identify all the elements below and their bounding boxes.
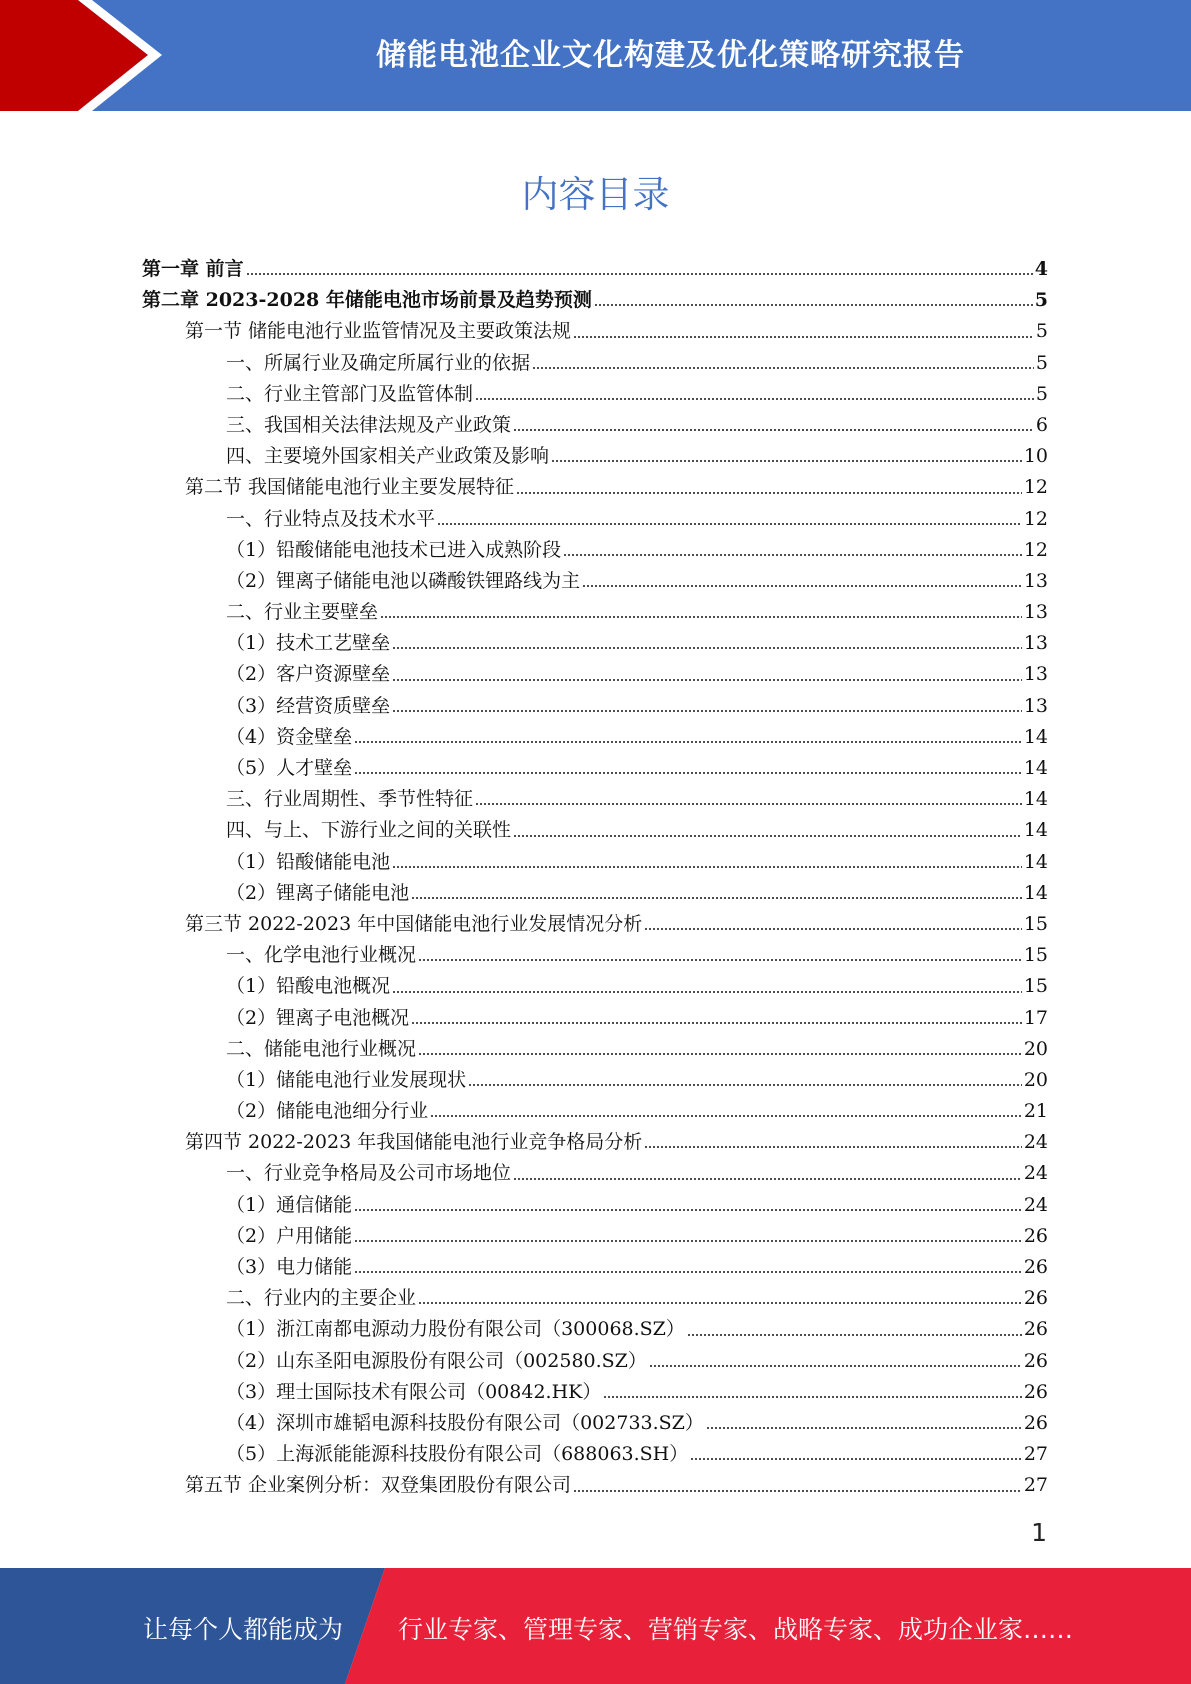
toc-dot-leader	[603, 1393, 1021, 1399]
toc-entry[interactable]	[142, 971, 1048, 1002]
toc-entry[interactable]	[142, 1283, 1048, 1314]
toc-heading: 内容目录	[521, 173, 670, 216]
toc-entry-label: （3）经营资质壁垒	[226, 694, 391, 717]
toc-dot-leader	[411, 894, 1022, 900]
toc-entry[interactable]	[142, 1377, 1048, 1408]
toc-entry[interactable]	[142, 1127, 1048, 1158]
toc-entry[interactable]	[142, 878, 1048, 909]
toc-entry-page: 5	[1035, 320, 1048, 343]
toc-entry-label: （1）铅酸储能电池技术已进入成熟阶段	[226, 538, 562, 561]
toc-dot-leader	[354, 769, 1022, 775]
toc-entry-page: 26	[1023, 1287, 1048, 1310]
toc-dot-leader	[430, 1112, 1022, 1118]
page-header	[0, 0, 1191, 111]
toc-entry-page: 26	[1023, 1224, 1048, 1247]
toc-dot-leader	[392, 644, 1022, 650]
toc-entry-label: （2）山东圣阳电源股份有限公司（002580.SZ）	[226, 1349, 647, 1372]
toc-entry[interactable]	[142, 722, 1048, 753]
toc-dot-leader	[513, 426, 1034, 432]
toc-entry-page: 12	[1023, 476, 1048, 499]
toc-entry-label: 第五节 企业案例分析：双登集团股份有限公司	[185, 1474, 572, 1497]
toc-entry-label: 二、行业主要壁垒	[226, 601, 379, 624]
toc-dot-leader	[392, 988, 1022, 994]
toc-dot-leader	[392, 676, 1022, 682]
toc-entry[interactable]	[142, 909, 1048, 940]
toc-entry[interactable]	[142, 847, 1048, 878]
toc-dot-leader	[246, 270, 1033, 276]
toc-dot-leader	[354, 1237, 1022, 1243]
toc-entry-page: 24	[1023, 1193, 1048, 1216]
toc-entry[interactable]	[142, 628, 1048, 659]
toc-entry-page: 26	[1023, 1256, 1048, 1278]
toc-entry-page: 14	[1023, 881, 1048, 904]
toc-dot-leader	[354, 738, 1022, 744]
toc-dot-leader	[687, 1331, 1022, 1337]
toc-entry[interactable]	[142, 1034, 1048, 1065]
toc-entry-label: 一、所属行业及确定所属行业的依据	[226, 351, 531, 374]
toc-entry[interactable]	[142, 535, 1048, 566]
toc-entry[interactable]	[142, 316, 1048, 347]
toc-dot-leader	[418, 956, 1022, 962]
toc-entry[interactable]	[142, 1346, 1048, 1377]
toc-entry[interactable]	[142, 566, 1048, 597]
toc-dot-leader	[392, 707, 1022, 713]
toc-entry-label: 第四节 2022-2023 年我国储能电池行业竞争格局分析	[185, 1131, 643, 1154]
toc-dot-leader	[551, 457, 1022, 463]
toc-entry-page: 26	[1023, 1380, 1048, 1403]
toc-dot-leader	[532, 364, 1034, 370]
toc-dot-leader	[649, 1362, 1022, 1368]
toc-dot-leader	[573, 333, 1034, 339]
toc-entry[interactable]	[142, 472, 1048, 503]
toc-entry[interactable]	[142, 1096, 1048, 1127]
toc-entry-label: （2）户用储能	[226, 1224, 353, 1247]
toc-entry-label: 一、行业竞争格局及公司市场地位	[226, 1162, 512, 1185]
toc-entry[interactable]	[142, 504, 1048, 535]
toc-dot-leader	[582, 582, 1022, 588]
toc-dot-leader	[513, 832, 1022, 838]
toc-entry-page: 14	[1023, 850, 1048, 873]
toc-entry-label: 第三节 2022-2023 年中国储能电池行业发展情况分析	[185, 912, 643, 935]
toc-entry-label: （4）深圳市雄韬电源科技股份有限公司（002733.SZ）	[226, 1411, 704, 1434]
toc-entry-page: 26	[1023, 1411, 1048, 1434]
toc-entry-label: （1）技术工艺壁垒	[226, 632, 391, 655]
table-of-contents	[142, 254, 1048, 1502]
toc-dot-leader	[468, 1081, 1022, 1087]
toc-entry[interactable]	[142, 784, 1048, 815]
toc-entry[interactable]	[142, 815, 1048, 846]
toc-entry-label: 四、主要境外国家相关产业政策及影响	[226, 445, 550, 468]
toc-entry[interactable]	[142, 1003, 1048, 1034]
toc-entry-label: （1）通信储能	[226, 1193, 353, 1216]
toc-dot-leader	[516, 489, 1022, 495]
toc-entry-page: 14	[1023, 757, 1048, 779]
toc-dot-leader	[513, 1175, 1022, 1181]
toc-entry-page: 12	[1023, 507, 1048, 530]
toc-entry[interactable]	[142, 753, 1048, 784]
toc-entry-page: 15	[1023, 944, 1048, 967]
toc-entry[interactable]	[142, 410, 1048, 441]
toc-entry-label: 三、我国相关法律法规及产业政策	[226, 413, 512, 436]
toc-entry-label: 一、化学电池行业概况	[226, 944, 417, 967]
toc-entry-label: （3）理士国际技术有限公司（00842.HK）	[226, 1380, 602, 1403]
toc-entry-page: 26	[1023, 1318, 1048, 1341]
toc-entry-label: （2）锂离子储能电池	[226, 881, 410, 904]
toc-entry-label: 二、储能电池行业概况	[226, 1037, 417, 1060]
toc-entry-page: 12	[1023, 538, 1048, 561]
toc-entry-page: 5	[1035, 382, 1048, 405]
toc-entry-label: 四、与上、下游行业之间的关联性	[226, 819, 512, 842]
toc-dot-leader	[594, 301, 1033, 307]
toc-entry[interactable]	[142, 285, 1048, 316]
toc-entry-label: （1）储能电池行业发展现状	[226, 1068, 467, 1091]
toc-entry-label: （2）锂离子电池概况	[226, 1006, 410, 1029]
toc-entry[interactable]	[142, 1408, 1048, 1439]
toc-dot-leader	[563, 551, 1022, 557]
toc-entry-label: 二、行业主管部门及监管体制	[226, 382, 474, 405]
toc-entry-label: 一、行业特点及技术水平	[226, 507, 436, 530]
toc-entry-label: 第一节 储能电池行业监管情况及主要政策法规	[185, 320, 572, 343]
toc-entry-page: 21	[1023, 1100, 1048, 1123]
toc-entry-page: 14	[1023, 788, 1048, 811]
page-footer	[0, 1568, 1191, 1684]
toc-entry-page: 13	[1023, 601, 1048, 624]
toc-entry[interactable]	[142, 659, 1048, 690]
toc-entry-label: 第一章 前言	[142, 258, 244, 280]
toc-entry-label: 三、行业周期性、季节性特征	[226, 788, 474, 811]
toc-entry-page: 5	[1035, 351, 1048, 374]
toc-dot-leader	[354, 1206, 1022, 1212]
page-number: 1	[1031, 1518, 1047, 1547]
toc-entry[interactable]	[142, 379, 1048, 410]
toc-entry[interactable]	[142, 1252, 1048, 1283]
report-title: 储能电池企业文化构建及优化策略研究报告	[376, 38, 965, 73]
toc-entry-label: （1）铅酸储能电池	[226, 850, 391, 873]
toc-entry-page: 6	[1035, 413, 1048, 436]
toc-entry-label: （5）人才壁垒	[226, 757, 353, 779]
toc-entry-page: 13	[1023, 632, 1048, 655]
toc-entry-page: 13	[1023, 694, 1048, 717]
toc-entry-label: 二、行业内的主要企业	[226, 1287, 417, 1310]
toc-dot-leader	[573, 1487, 1022, 1493]
toc-dot-leader	[354, 1268, 1022, 1274]
toc-entry-page: 13	[1023, 569, 1048, 592]
toc-dot-leader	[706, 1424, 1022, 1430]
toc-entry[interactable]	[142, 1158, 1048, 1189]
toc-entry[interactable]	[142, 1221, 1048, 1252]
toc-entry-page: 26	[1023, 1349, 1048, 1372]
toc-entry-label: （2）锂离子储能电池以磷酸铁锂路线为主	[226, 569, 581, 592]
toc-entry-label: 第二章 2023-2028 年储能电池市场前景及趋势预测	[142, 289, 592, 312]
toc-dot-leader	[690, 1455, 1022, 1461]
toc-dot-leader	[418, 1050, 1022, 1056]
toc-dot-leader	[475, 800, 1022, 806]
toc-entry-page: 24	[1023, 1131, 1048, 1154]
toc-entry-label: （3）电力储能	[226, 1256, 353, 1278]
toc-entry-page: 27	[1023, 1443, 1048, 1466]
toc-entry[interactable]	[142, 1190, 1048, 1221]
toc-entry[interactable]	[142, 1065, 1048, 1096]
toc-dot-leader	[437, 520, 1022, 526]
toc-entry-page: 20	[1023, 1037, 1048, 1060]
toc-entry[interactable]	[142, 348, 1048, 379]
toc-entry[interactable]	[142, 254, 1048, 285]
toc-entry-label: （1）浙江南都电源动力股份有限公司（300068.SZ）	[226, 1318, 685, 1341]
toc-entry-page: 27	[1023, 1474, 1048, 1497]
toc-entry-label: 第二节 我国储能电池行业主要发展特征	[185, 476, 515, 499]
toc-entry[interactable]	[142, 1470, 1048, 1501]
toc-entry-label: （1）铅酸电池概况	[226, 975, 391, 998]
toc-entry-label: （2）储能电池细分行业	[226, 1100, 429, 1123]
toc-entry-page: 20	[1023, 1068, 1048, 1091]
toc-entry[interactable]	[142, 940, 1048, 971]
toc-entry-page: 15	[1023, 975, 1048, 998]
toc-entry[interactable]	[142, 691, 1048, 722]
toc-entry[interactable]	[142, 597, 1048, 628]
toc-entry[interactable]	[142, 1314, 1048, 1345]
toc-entry-page: 10	[1023, 445, 1048, 468]
toc-entry-page: 24	[1023, 1162, 1048, 1185]
toc-dot-leader	[475, 395, 1034, 401]
toc-dot-leader	[392, 863, 1022, 869]
toc-dot-leader	[380, 613, 1022, 619]
toc-entry-page: 4	[1034, 258, 1048, 280]
footer-slogan-right: 行业专家、管理专家、营销专家、战略专家、成功企业家……	[398, 1615, 1074, 1644]
toc-dot-leader	[418, 1299, 1022, 1305]
toc-entry-page: 14	[1023, 725, 1048, 748]
toc-entry-page: 5	[1034, 289, 1048, 312]
toc-entry-page: 13	[1023, 663, 1048, 686]
toc-entry-label: （5）上海派能能源科技股份有限公司（688063.SH）	[226, 1443, 689, 1466]
toc-entry[interactable]	[142, 441, 1048, 472]
toc-entry-label: （4）资金壁垒	[226, 725, 353, 748]
toc-entry-page: 17	[1023, 1006, 1048, 1029]
toc-entry-page: 14	[1023, 819, 1048, 842]
toc-dot-leader	[411, 1019, 1022, 1025]
toc-dot-leader	[644, 925, 1022, 931]
toc-entry-page: 15	[1023, 912, 1048, 935]
footer-slogan-left: 让每个人都能成为	[143, 1615, 344, 1644]
toc-dot-leader	[644, 1143, 1022, 1149]
toc-entry[interactable]	[142, 1439, 1048, 1470]
toc-entry-label: （2）客户资源壁垒	[226, 663, 391, 686]
